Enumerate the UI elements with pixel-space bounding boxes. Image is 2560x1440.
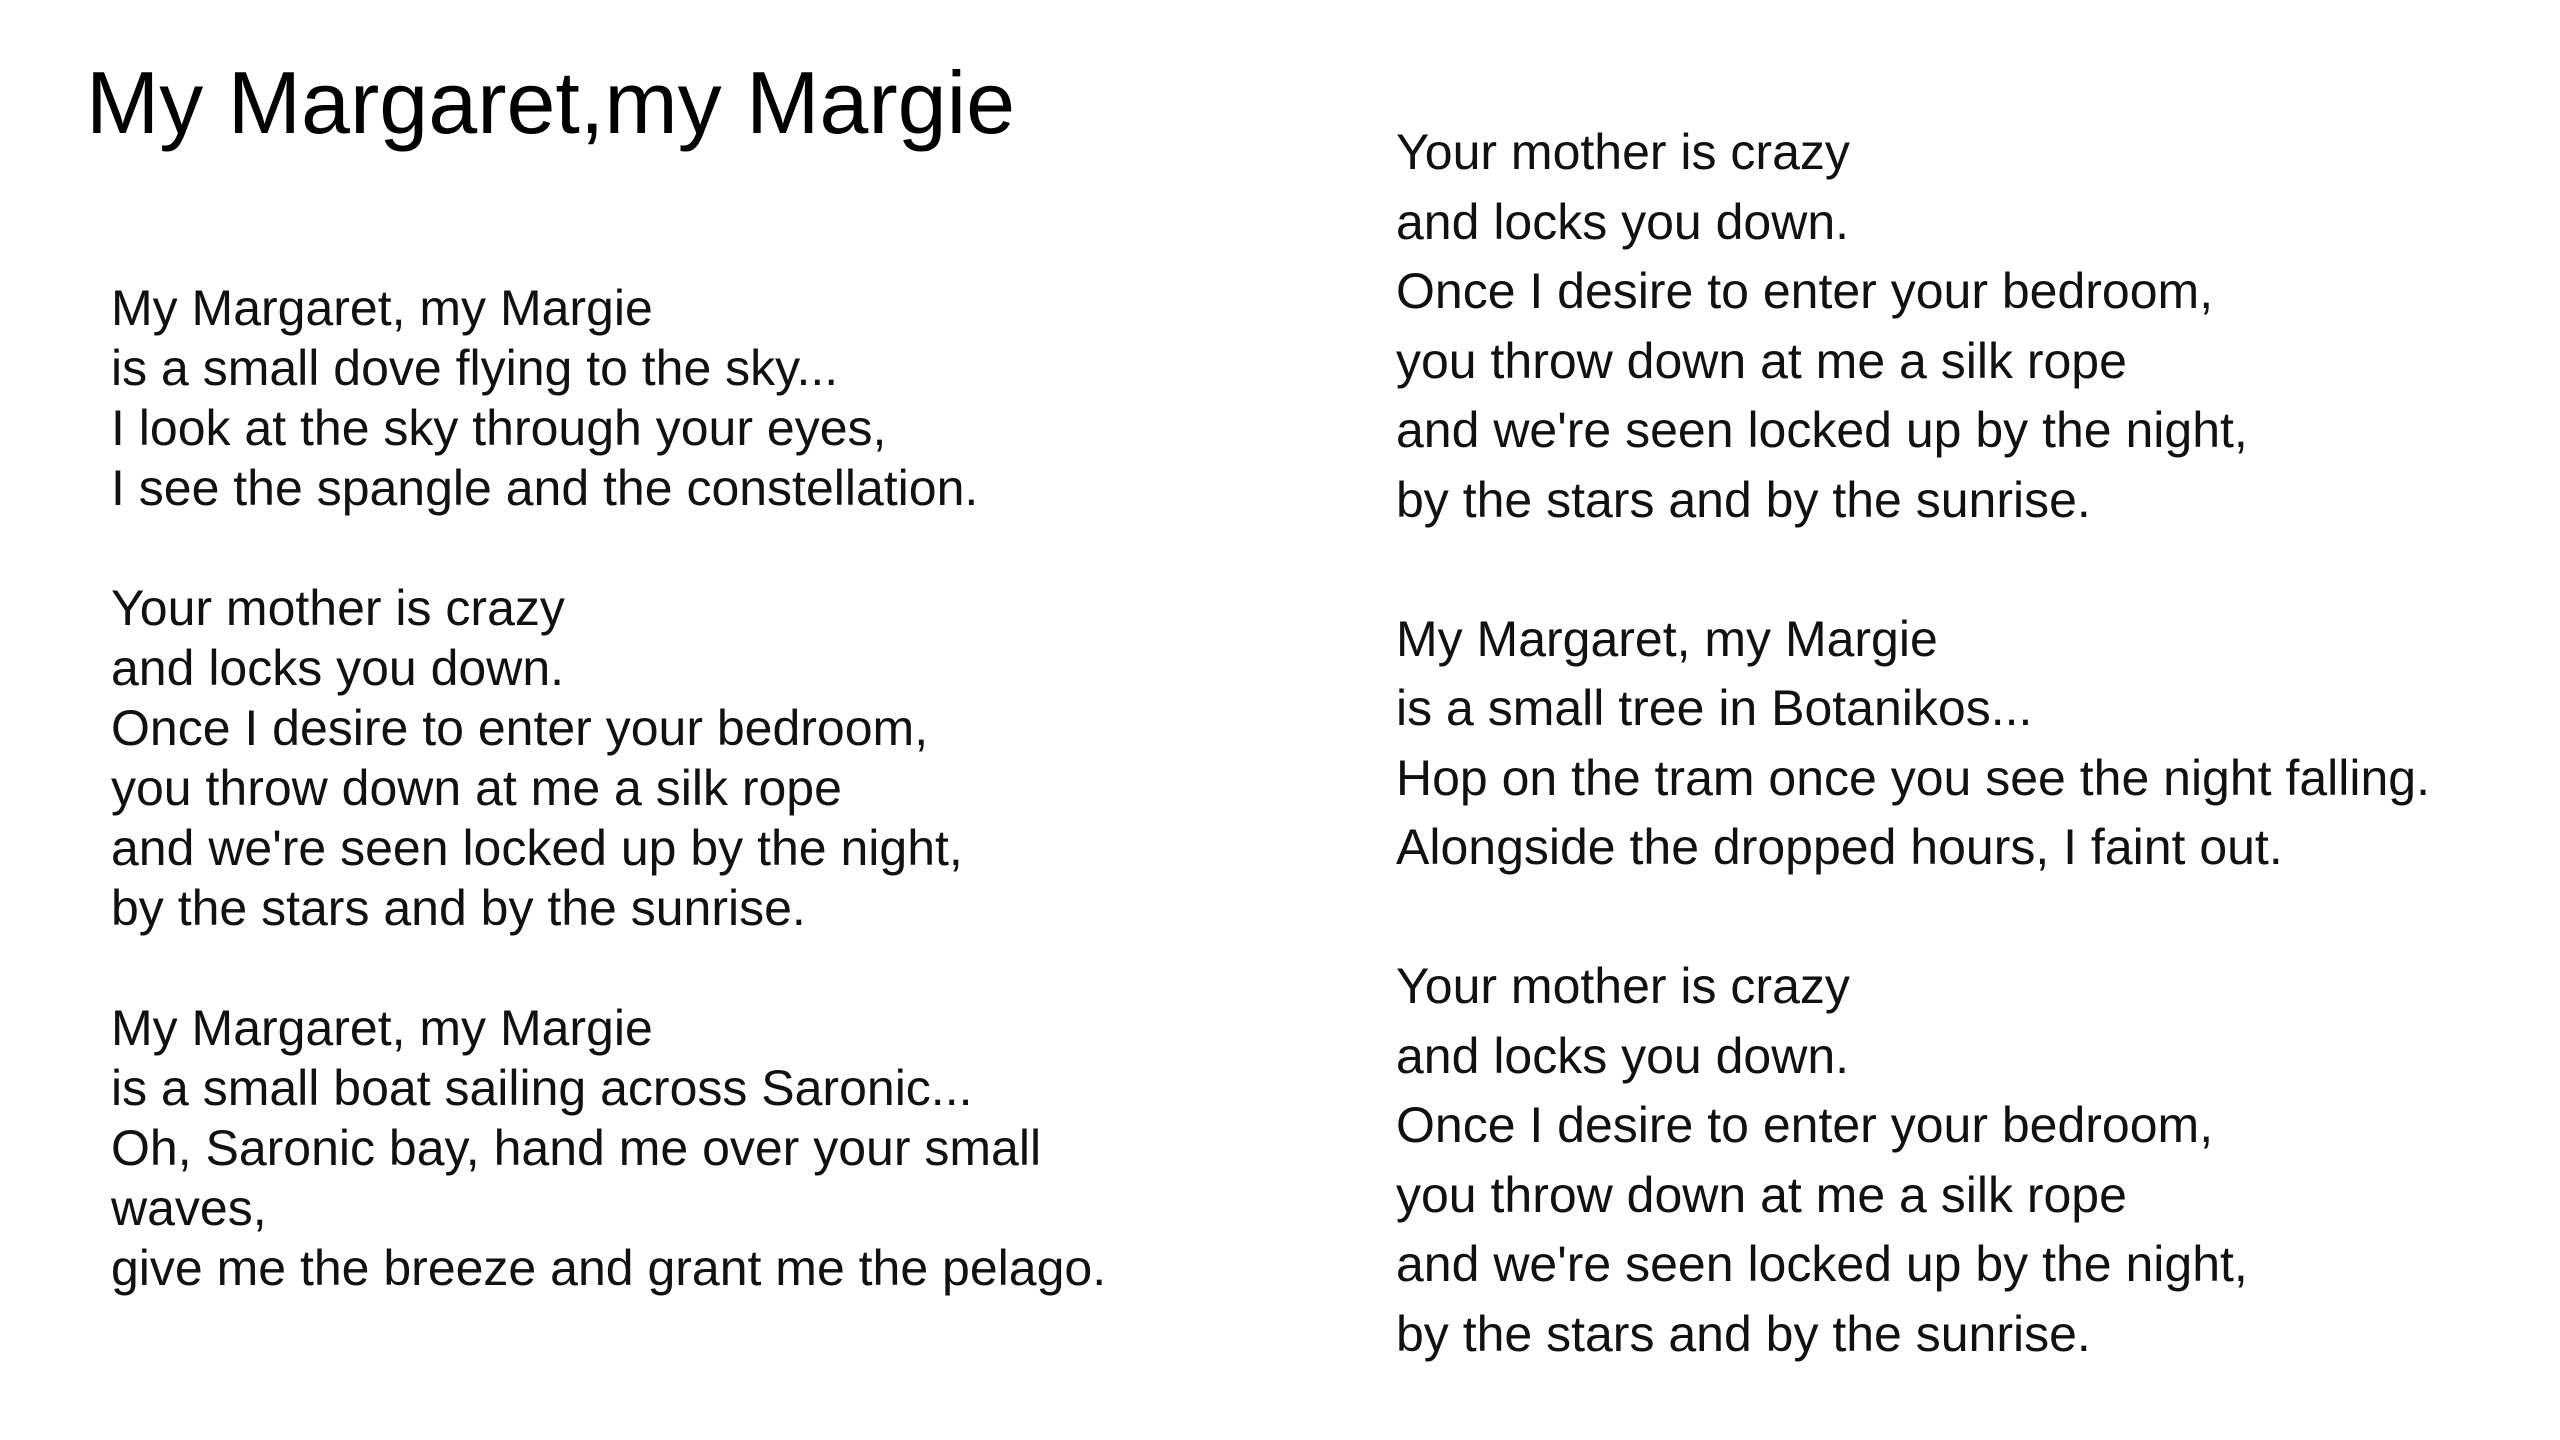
poem-line: My Margaret, my Margie: [111, 280, 653, 336]
poem-line: by the stars and by the sunrise.: [1396, 1305, 2091, 1362]
poem-line: Once I desire to enter your bedroom,: [1396, 1097, 2214, 1153]
poem-line: and locks you down.: [1396, 1027, 1850, 1084]
stanza-right-2: [1396, 605, 2516, 883]
stanza-left-2: [111, 578, 1251, 938]
poem-line: you throw down at me a silk rope: [111, 760, 842, 816]
poem-line: you throw down at me a silk rope: [1396, 332, 2127, 389]
left-column: [111, 278, 1251, 1298]
poem-title: My Margaret,my Margie: [86, 53, 1016, 152]
poem-line: Your mother is crazy: [1396, 124, 1850, 180]
poem-line: My Margaret, my Margie: [1396, 610, 1938, 667]
poem-line: give me the breeze and grant me the pelago.: [111, 1240, 1107, 1296]
poem-line: is a small tree in Botanikos...: [1396, 680, 2033, 736]
poem-line: Your mother is crazy: [111, 580, 565, 636]
poem-line: Your mother is crazy: [1396, 958, 1850, 1014]
poem-line: Oh, Saronic bay, hand me over your small: [111, 1120, 1042, 1176]
poem-line: My Margaret, my Margie: [111, 1000, 653, 1056]
poem-line: and locks you down.: [111, 640, 565, 696]
poem-line: Hop on the tram once you see the night falling.: [1396, 749, 2430, 806]
poem-line: Once I desire to enter your bedroom,: [1396, 263, 2214, 319]
poem-line: Once I desire to enter your bedroom,: [111, 700, 929, 756]
poem-line: is a small boat sailing across Saronic...: [111, 1060, 973, 1116]
stanza-left-3: [111, 998, 1251, 1298]
poem-line: and we're seen locked up by the night,: [1396, 402, 2248, 458]
poem-line: and locks you down.: [1396, 193, 1850, 250]
stanza-right-3: [1396, 952, 2516, 1369]
stanza-left-1: [111, 278, 1251, 518]
poem-line: is a small dove flying to the sky...: [111, 340, 839, 396]
poem-line: by the stars and by the sunrise.: [1396, 471, 2091, 528]
stanza-right-1: [1396, 118, 2516, 535]
poem-line: waves,: [111, 1180, 267, 1236]
poem-line: you throw down at me a silk rope: [1396, 1166, 2127, 1223]
poem-line: I look at the sky through your eyes,: [111, 400, 887, 456]
poem-line: by the stars and by the sunrise.: [111, 880, 806, 936]
right-column: [1396, 118, 2516, 1369]
poem-line: and we're seen locked up by the night,: [1396, 1236, 2248, 1292]
poem-line: Alongside the dropped hours, I faint out.: [1396, 819, 2283, 875]
poem-line: I see the spangle and the constellation.: [111, 460, 979, 516]
poem-line: and we're seen locked up by the night,: [111, 820, 963, 876]
